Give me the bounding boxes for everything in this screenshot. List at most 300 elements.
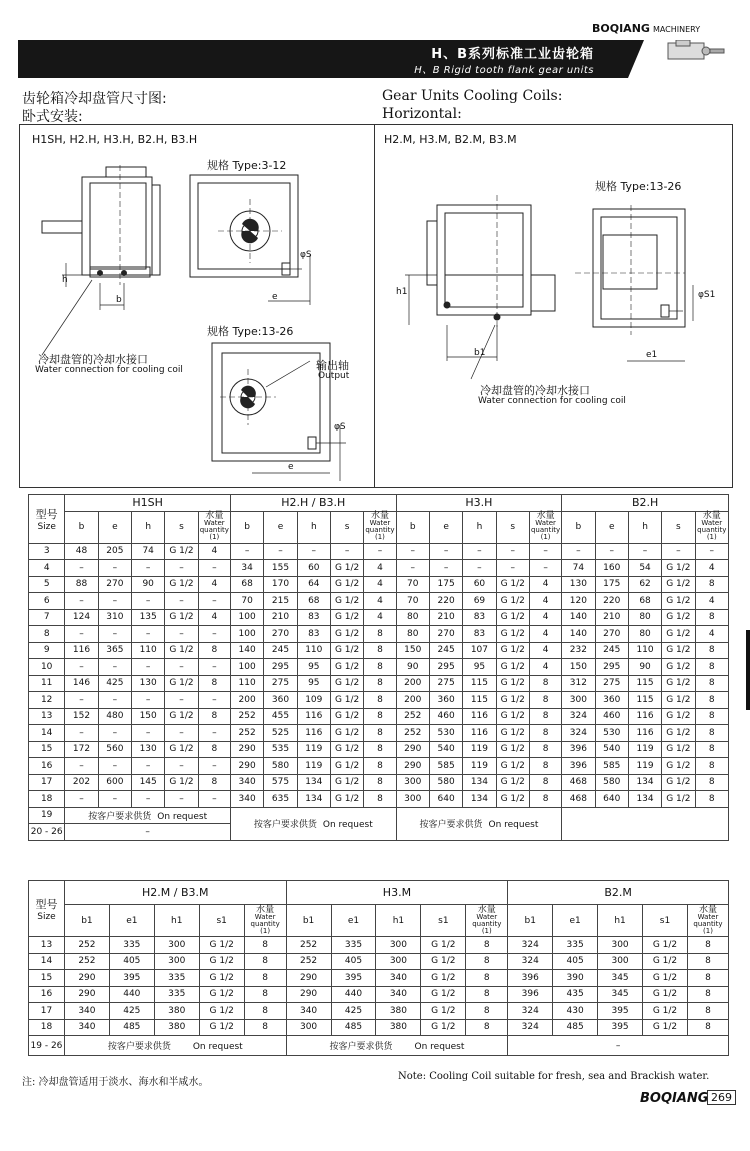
- table-cell: G 1/2: [662, 642, 695, 659]
- water-quantity-header: [244, 905, 286, 937]
- size-cell: 4: [29, 560, 65, 577]
- table-cell: –: [429, 543, 462, 560]
- footer-brand: BOQIANG: [640, 1091, 709, 1106]
- table-cell: 119: [628, 758, 661, 775]
- table-cell: 365: [98, 642, 131, 659]
- right-type-label: 规格 Type:13-26: [595, 180, 682, 193]
- table-row: [29, 725, 729, 742]
- table-cell: 8: [687, 937, 728, 954]
- column-header: b: [65, 511, 98, 543]
- left-type-a-label: 规格 Type:3-12: [207, 159, 287, 172]
- table-cell: –: [662, 543, 695, 560]
- table-cell: –: [165, 560, 198, 577]
- left-dim-b: b: [116, 295, 122, 305]
- table-cell: 140: [562, 626, 595, 643]
- column-header: h1: [376, 905, 421, 937]
- table-cell: 300: [562, 692, 595, 709]
- table-cell: 116: [65, 642, 98, 659]
- table-cell: 70: [230, 593, 263, 610]
- table-cell: G 1/2: [199, 937, 244, 954]
- on-request-cell: [64, 1036, 286, 1056]
- table-cell: 48: [65, 543, 98, 560]
- table-row: [29, 692, 729, 709]
- column-header: h: [297, 511, 330, 543]
- table-cell: 202: [65, 774, 98, 791]
- table-cell: –: [595, 543, 628, 560]
- table-cell: 396: [508, 986, 553, 1003]
- table-cell: 4: [529, 576, 561, 593]
- table-cell: 8: [364, 741, 396, 758]
- column-header: b: [396, 511, 429, 543]
- header-title-cn: H、B系列标准工业齿轮箱: [431, 47, 594, 62]
- size-cell: 9: [29, 642, 65, 659]
- table-cell: 4: [529, 659, 561, 676]
- table-row: [29, 791, 729, 808]
- size-cell: 13: [29, 937, 65, 954]
- column-header: e1: [109, 905, 154, 937]
- table-cell: 8: [695, 576, 728, 593]
- table-cell: –: [98, 758, 131, 775]
- table-cell: 396: [562, 741, 595, 758]
- column-header: e1: [553, 905, 598, 937]
- table-cell: 245: [595, 642, 628, 659]
- table-cell: 312: [562, 675, 595, 692]
- table-cell: 360: [264, 692, 297, 709]
- column-header: s1: [643, 905, 688, 937]
- right-coil-label-cn: 冷却盘管的冷却水接口: [480, 384, 590, 397]
- water-quantity-header: [529, 511, 561, 543]
- table-cell: 290: [286, 986, 331, 1003]
- table-cell: –: [65, 725, 98, 742]
- table-cell: 340: [376, 970, 421, 987]
- table-cell: 8: [695, 791, 728, 808]
- right-dim-e1: e1: [646, 350, 658, 360]
- table-cell: 300: [376, 937, 421, 954]
- table-cell: G 1/2: [496, 725, 529, 742]
- table-cell: –: [364, 543, 396, 560]
- water-quantity-text: 水量: [702, 511, 721, 521]
- table-cell: 134: [628, 791, 661, 808]
- table-cell: 146: [65, 675, 98, 692]
- table-cell: G 1/2: [662, 741, 695, 758]
- table-cell: 525: [264, 725, 297, 742]
- table-cell: 8: [364, 692, 396, 709]
- table-cell: 8: [466, 970, 508, 987]
- table-cell: 135: [132, 609, 165, 626]
- table-cell: G 1/2: [662, 708, 695, 725]
- table-cell: 172: [65, 741, 98, 758]
- output-shaft-label-en: Output: [318, 371, 350, 381]
- table-cell: –: [165, 692, 198, 709]
- table-cell: 380: [376, 1003, 421, 1020]
- table-cell: 8: [364, 758, 396, 775]
- table-cell: 95: [297, 659, 330, 676]
- table-cell: 8: [695, 758, 728, 775]
- table-cell: 485: [109, 1019, 154, 1036]
- table-header-row: [29, 881, 729, 905]
- water-quantity-text: 水量: [536, 511, 555, 521]
- table-cell: 360: [595, 692, 628, 709]
- table-cell: –: [132, 725, 165, 742]
- spec-table-h: [28, 494, 729, 841]
- table-cell: 68: [297, 593, 330, 610]
- table-cell: G 1/2: [662, 675, 695, 692]
- table-cell: 100: [230, 626, 263, 643]
- table-cell: –: [165, 593, 198, 610]
- table-cell: 145: [132, 774, 165, 791]
- table-cell: 275: [595, 675, 628, 692]
- table-cell: 290: [286, 970, 331, 987]
- table-cell: 200: [396, 692, 429, 709]
- water-quantity-text: (1): [260, 926, 271, 935]
- on-request-en: On request: [322, 820, 373, 830]
- table-cell: –: [529, 543, 561, 560]
- water-quantity-text: quantity: [697, 526, 727, 534]
- table-cell: 340: [64, 1003, 109, 1020]
- table-cell: –: [198, 758, 230, 775]
- table-cell: 540: [429, 741, 462, 758]
- table-cell: 152: [65, 708, 98, 725]
- table-cell: –: [98, 659, 131, 676]
- table-cell: 115: [463, 692, 496, 709]
- table-cell: –: [198, 725, 230, 742]
- left-type-b-label: 规格 Type:13-26: [207, 325, 294, 338]
- table-cell: G 1/2: [643, 1003, 688, 1020]
- water-quantity-text: Water: [535, 519, 556, 527]
- size-cell: 6: [29, 593, 65, 610]
- page-number: 269: [707, 1090, 736, 1105]
- table-cell: –: [165, 725, 198, 742]
- size-cell: 14: [29, 953, 65, 970]
- right-dim-b1: b1: [474, 348, 486, 358]
- size-cell: 16: [29, 758, 65, 775]
- table-row: [29, 543, 729, 560]
- table-cell: 485: [553, 1019, 598, 1036]
- table-row: [29, 1019, 729, 1036]
- table-cell: 8: [466, 1003, 508, 1020]
- on-request-cell: [230, 807, 396, 840]
- table-cell: 640: [595, 791, 628, 808]
- table-cell: 585: [429, 758, 462, 775]
- table-cell: 468: [562, 791, 595, 808]
- table-cell: 324: [562, 708, 595, 725]
- table-cell: G 1/2: [496, 626, 529, 643]
- section-title-en: Gear Units Cooling Coils:: [382, 88, 563, 104]
- table-cell: G 1/2: [496, 791, 529, 808]
- table-cell: 585: [595, 758, 628, 775]
- table-cell: 8: [198, 708, 230, 725]
- water-quantity-text: Water: [476, 912, 498, 921]
- table-cell: 115: [463, 675, 496, 692]
- right-series-label: H2.M, H3.M, B2.M, B3.M: [384, 133, 517, 146]
- table-cell: G 1/2: [330, 741, 363, 758]
- left-dim-e-b: e: [288, 462, 294, 472]
- water-quantity-text: (1): [209, 533, 220, 541]
- column-header: b1: [508, 905, 553, 937]
- table-cell: 455: [264, 708, 297, 725]
- table-cell: –: [463, 543, 496, 560]
- table-cell: 8: [244, 1019, 286, 1036]
- table-cell: 252: [286, 953, 331, 970]
- table-cell: 540: [595, 741, 628, 758]
- table-cell: 140: [230, 642, 263, 659]
- table-cell: 100: [230, 609, 263, 626]
- table-cell: G 1/2: [496, 708, 529, 725]
- table-cell: 345: [598, 970, 643, 987]
- table-cell: 396: [508, 970, 553, 987]
- table-row: [29, 609, 729, 626]
- water-quantity-text: (1): [703, 926, 713, 935]
- on-request-cell: [65, 807, 231, 824]
- water-quantity-text: Water: [369, 519, 391, 527]
- table-cell: 74: [562, 560, 595, 577]
- table-cell: 8: [687, 953, 728, 970]
- table-cell: 8: [687, 1003, 728, 1020]
- header-brand-suffix: MACHINERY: [652, 25, 701, 34]
- table-cell: 74: [132, 543, 165, 560]
- table-cell: 116: [628, 725, 661, 742]
- table-cell: 310: [98, 609, 131, 626]
- table-cell: G 1/2: [330, 659, 363, 676]
- table-cell: 335: [331, 937, 376, 954]
- table-cell: G 1/2: [330, 758, 363, 775]
- table-cell: –: [330, 543, 363, 560]
- table-cell: 324: [562, 725, 595, 742]
- table-cell: 460: [429, 708, 462, 725]
- table-cell: 485: [331, 1019, 376, 1036]
- table-cell: 324: [508, 953, 553, 970]
- output-shaft-label-cn: 输出轴: [316, 359, 349, 372]
- table-row: [29, 675, 729, 692]
- section-mount-en: Horizontal:: [382, 106, 462, 122]
- table-cell: 8: [364, 642, 396, 659]
- table-cell: G 1/2: [496, 642, 529, 659]
- table-cell: 4: [695, 593, 728, 610]
- table-cell: 405: [109, 953, 154, 970]
- table-cell: 295: [595, 659, 628, 676]
- on-request-en: On request: [488, 820, 539, 830]
- table-cell: 8: [244, 937, 286, 954]
- table-cell: 4: [695, 626, 728, 643]
- table-cell: 395: [109, 970, 154, 987]
- left-dim-s-b: φS: [334, 422, 346, 432]
- table-cell: G 1/2: [643, 1019, 688, 1036]
- table-cell: 245: [429, 642, 462, 659]
- table-row: [29, 560, 729, 577]
- table-cell: –: [165, 758, 198, 775]
- table-cell: 8: [529, 725, 561, 742]
- table-cell: 134: [463, 774, 496, 791]
- table-cell: –: [297, 543, 330, 560]
- water-quantity-text: 水量: [205, 511, 224, 521]
- table-cell: 270: [595, 626, 628, 643]
- table-cell: G 1/2: [199, 953, 244, 970]
- table-cell: –: [396, 560, 429, 577]
- on-request-cn: 按客户要求供货: [253, 820, 317, 830]
- water-quantity-text: quantity: [365, 526, 395, 534]
- table-cell: 395: [331, 970, 376, 987]
- table-cell: 69: [463, 593, 496, 610]
- water-quantity-text: Water: [697, 912, 719, 921]
- table-cell: 405: [553, 953, 598, 970]
- table-cell: 324: [508, 1003, 553, 1020]
- table-cell: 290: [396, 741, 429, 758]
- water-quantity-header: [198, 511, 230, 543]
- table-cell: 8: [364, 725, 396, 742]
- table-cell: 220: [595, 593, 628, 610]
- table-cell: 119: [297, 741, 330, 758]
- note-en: Note: Cooling Coil suitable for fresh, sea and Brackish water.: [398, 1071, 710, 1082]
- table-cell: 8: [198, 642, 230, 659]
- table-cell: 8: [466, 986, 508, 1003]
- water-quantity-header: [364, 511, 396, 543]
- size-cell: 17: [29, 774, 65, 791]
- table-cell: 200: [230, 692, 263, 709]
- table-cell: 80: [628, 626, 661, 643]
- table-cell: G 1/2: [330, 593, 363, 610]
- table-cell: 8: [695, 675, 728, 692]
- size-cell: 15: [29, 970, 65, 987]
- column-header: h: [463, 511, 496, 543]
- table-cell: 116: [297, 725, 330, 742]
- table-cell: 210: [429, 609, 462, 626]
- table-cell: –: [98, 593, 131, 610]
- table-cell: –: [132, 758, 165, 775]
- table-cell: 8: [244, 953, 286, 970]
- table-cell: 8: [695, 774, 728, 791]
- table-cell: –: [132, 626, 165, 643]
- table-cell: 120: [562, 593, 595, 610]
- table-cell: 270: [429, 626, 462, 643]
- table-cell: 215: [264, 593, 297, 610]
- header-banner: [18, 40, 730, 78]
- column-header: s: [330, 511, 363, 543]
- table-cell: G 1/2: [662, 692, 695, 709]
- section-title-cn: 齿轮箱冷却盘管尺寸图:: [22, 91, 167, 107]
- table-cell: 116: [297, 708, 330, 725]
- table-row: [29, 626, 729, 643]
- table-cell: –: [562, 543, 595, 560]
- table-cell: 130: [132, 741, 165, 758]
- table-cell: 580: [595, 774, 628, 791]
- table-cell: G 1/2: [662, 593, 695, 610]
- table-cell: 340: [376, 986, 421, 1003]
- group-header: H2.H / B3.H: [230, 495, 396, 512]
- table-cell: 109: [297, 692, 330, 709]
- table-cell: 295: [264, 659, 297, 676]
- table-cell: 88: [65, 576, 98, 593]
- table-cell: 535: [264, 741, 297, 758]
- table-cell: 635: [264, 791, 297, 808]
- table-cell: 232: [562, 642, 595, 659]
- table-cell: 8: [364, 774, 396, 791]
- water-quantity-text: (1): [374, 533, 385, 541]
- table-cell: 134: [297, 791, 330, 808]
- on-request-cell: [286, 1036, 508, 1056]
- table-cell: 480: [98, 708, 131, 725]
- table-row: [29, 953, 729, 970]
- water-quantity-text: quantity: [250, 919, 280, 928]
- table-cell: 345: [598, 986, 643, 1003]
- table-cell: –: [695, 543, 728, 560]
- table-cell: 405: [331, 953, 376, 970]
- table-cell: G 1/2: [421, 937, 466, 954]
- table-cell: 380: [376, 1019, 421, 1036]
- table-cell: 640: [429, 791, 462, 808]
- table-cell: G 1/2: [330, 576, 363, 593]
- table-cell: –: [65, 659, 98, 676]
- table-cell: 4: [198, 576, 230, 593]
- table-cell: 115: [628, 675, 661, 692]
- size-cell: 13: [29, 708, 65, 725]
- table-cell: G 1/2: [662, 659, 695, 676]
- table-row: [29, 774, 729, 791]
- table-cell: 134: [297, 774, 330, 791]
- size-cell: 8: [29, 626, 65, 643]
- table-cell: 130: [562, 576, 595, 593]
- table-cell: 210: [264, 609, 297, 626]
- table-cell: 8: [198, 774, 230, 791]
- on-request-cn: 按客户要求供货: [88, 811, 152, 822]
- table-cell: 270: [98, 576, 131, 593]
- table-cell: 4: [364, 593, 396, 610]
- table-cell: 200: [396, 675, 429, 692]
- table-cell: –: [529, 560, 561, 577]
- table-cell: –: [165, 626, 198, 643]
- table-cell: 68: [230, 576, 263, 593]
- table-cell: 110: [297, 642, 330, 659]
- group-header: H3.M: [286, 881, 508, 905]
- table-cell: –: [198, 692, 230, 709]
- table-cell: G 1/2: [199, 1019, 244, 1036]
- table-cell: 8: [244, 970, 286, 987]
- table-cell: 8: [695, 642, 728, 659]
- table-cell: 64: [297, 576, 330, 593]
- table-cell: 425: [331, 1003, 376, 1020]
- table-cell: 324: [508, 1019, 553, 1036]
- table-cell: G 1/2: [165, 642, 198, 659]
- table-cell: –: [98, 560, 131, 577]
- table-cell: –: [132, 560, 165, 577]
- table-cell: 425: [109, 1003, 154, 1020]
- table-cell: 205: [98, 543, 131, 560]
- table-cell: 34: [230, 560, 263, 577]
- table-cell: 8: [364, 675, 396, 692]
- water-quantity-text: 水量: [698, 904, 717, 915]
- table-cell: 155: [264, 560, 297, 577]
- table-cell: G 1/2: [330, 774, 363, 791]
- table-cell: 8: [529, 692, 561, 709]
- table-cell: 4: [198, 609, 230, 626]
- right-dim-h1: h1: [396, 287, 408, 297]
- table-cell: 440: [109, 986, 154, 1003]
- empty-cell: [562, 807, 729, 840]
- table-cell: 175: [595, 576, 628, 593]
- table-cell: G 1/2: [330, 560, 363, 577]
- table-cell: 4: [529, 593, 561, 610]
- table-cell: G 1/2: [330, 609, 363, 626]
- table-cell: –: [429, 560, 462, 577]
- table-cell: 8: [466, 937, 508, 954]
- size-cell: 3: [29, 543, 65, 560]
- table-cell: –: [198, 560, 230, 577]
- table-cell: 4: [364, 560, 396, 577]
- table-cell: 300: [376, 953, 421, 970]
- table-cell: G 1/2: [496, 675, 529, 692]
- size-header-en: Size: [37, 911, 56, 922]
- size-cell: 17: [29, 1003, 65, 1020]
- table-cell: 395: [598, 1019, 643, 1036]
